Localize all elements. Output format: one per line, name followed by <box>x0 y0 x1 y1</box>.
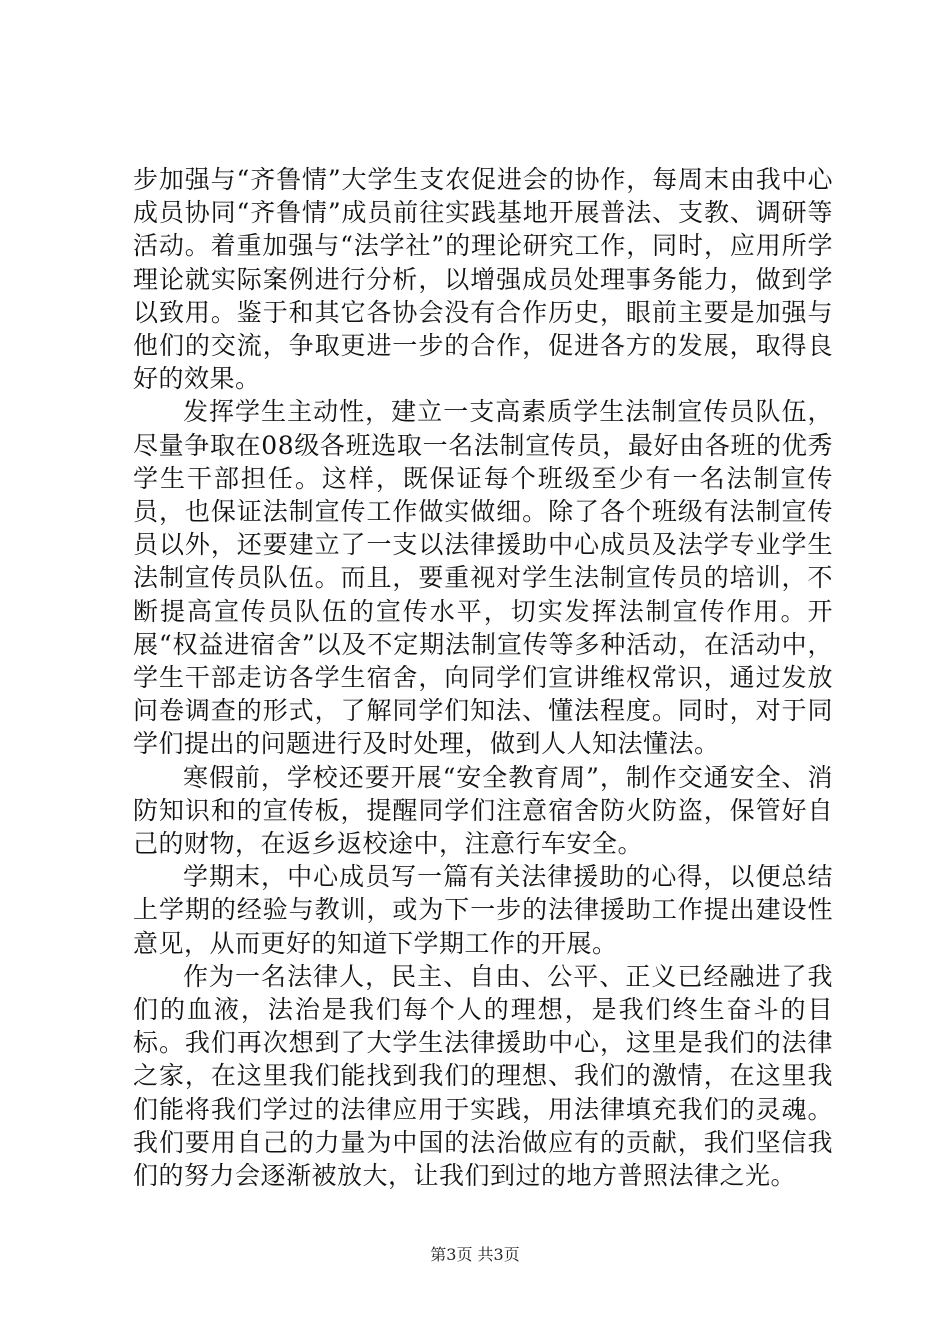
paragraph-continuation: 步加强与“齐鲁情”大学生支农促进会的协作，每周末由我中心成员协同“齐鲁情”成员前往实践基地开展普法、支教、调研等活动。着重加强与“法学社”的理论研究工作，同时，应用所学理论就实际案例进行分析，以增强成员处理事务能力，做到学以致用。鉴于和其它各协会没有合作历史，眼前主要是加强与他们的交流，争取更进一步的合作，促进各方的发展，取得良好的效果。 <box>133 165 833 394</box>
paragraph-term-end: 学期末，中心成员写一篇有关法律援助的心得，以便总结上学期的经验与教训，或为下一步的法律援助工作提出建设性意见，从而更好的知道下学期工作的开展。 <box>133 862 833 958</box>
page-footer: 第3页 共3页 <box>430 1245 520 1264</box>
paragraph-winter-safety: 寒假前，学校还要开展“安全教育周”，制作交通安全、消防知识和的宣传板，提醒同学们注意宿舍防火防盗，保管好自己的财物，在返乡返校途中，注意行车安全。 <box>133 762 833 859</box>
paragraph-propaganda-team: 发挥学生主动性，建立一支高素质学生法制宣传员队伍，尽量争取在08级各班选取一名法制宣传员，最好由各班的优秀学生干部担任。这样，既保证每个班级至少有一名法制宣传员，也保证法制宣传工作做实做细。除了各个班级有法制宣传员以外，还要建立了一支以法律援助中心成员及法学专业学生法制宣传员队伍。而且，要重视对学生法制宣传员的培训，不断提高宣传员队伍的宣传水平，切实发挥法制宣传作用。开展“权益进宿舍”以及不定期法制宣传等多种活动，在活动中，学生干部走访各学生宿舍，向同学们宣讲维权常识，通过发放问卷调查的形式，了解同学们知法、懂法程度。同时，对于同学们提出的问题进行及时处理，做到人人知法懂法。 <box>133 397 833 759</box>
paragraph-closing: 作为一名法律人，民主、自由、公平、正义已经融进了我们的血液，法治是我们每个人的理想，是我们终生奋斗的目标。我们再次想到了大学生法律援助中心，这里是我们的法律之家，在这里我们能找到我们的理想、我们的激情，在这里我们能将我们学过的法律应用于实践，用法律填充我们的灵魂。我们要用自己的力量为中国的法治做应有的贡献，我们坚信我们的努力会逐渐被放大，让我们到过的地方普照法律之光。 <box>133 961 833 1191</box>
document-body <box>133 163 833 1192</box>
